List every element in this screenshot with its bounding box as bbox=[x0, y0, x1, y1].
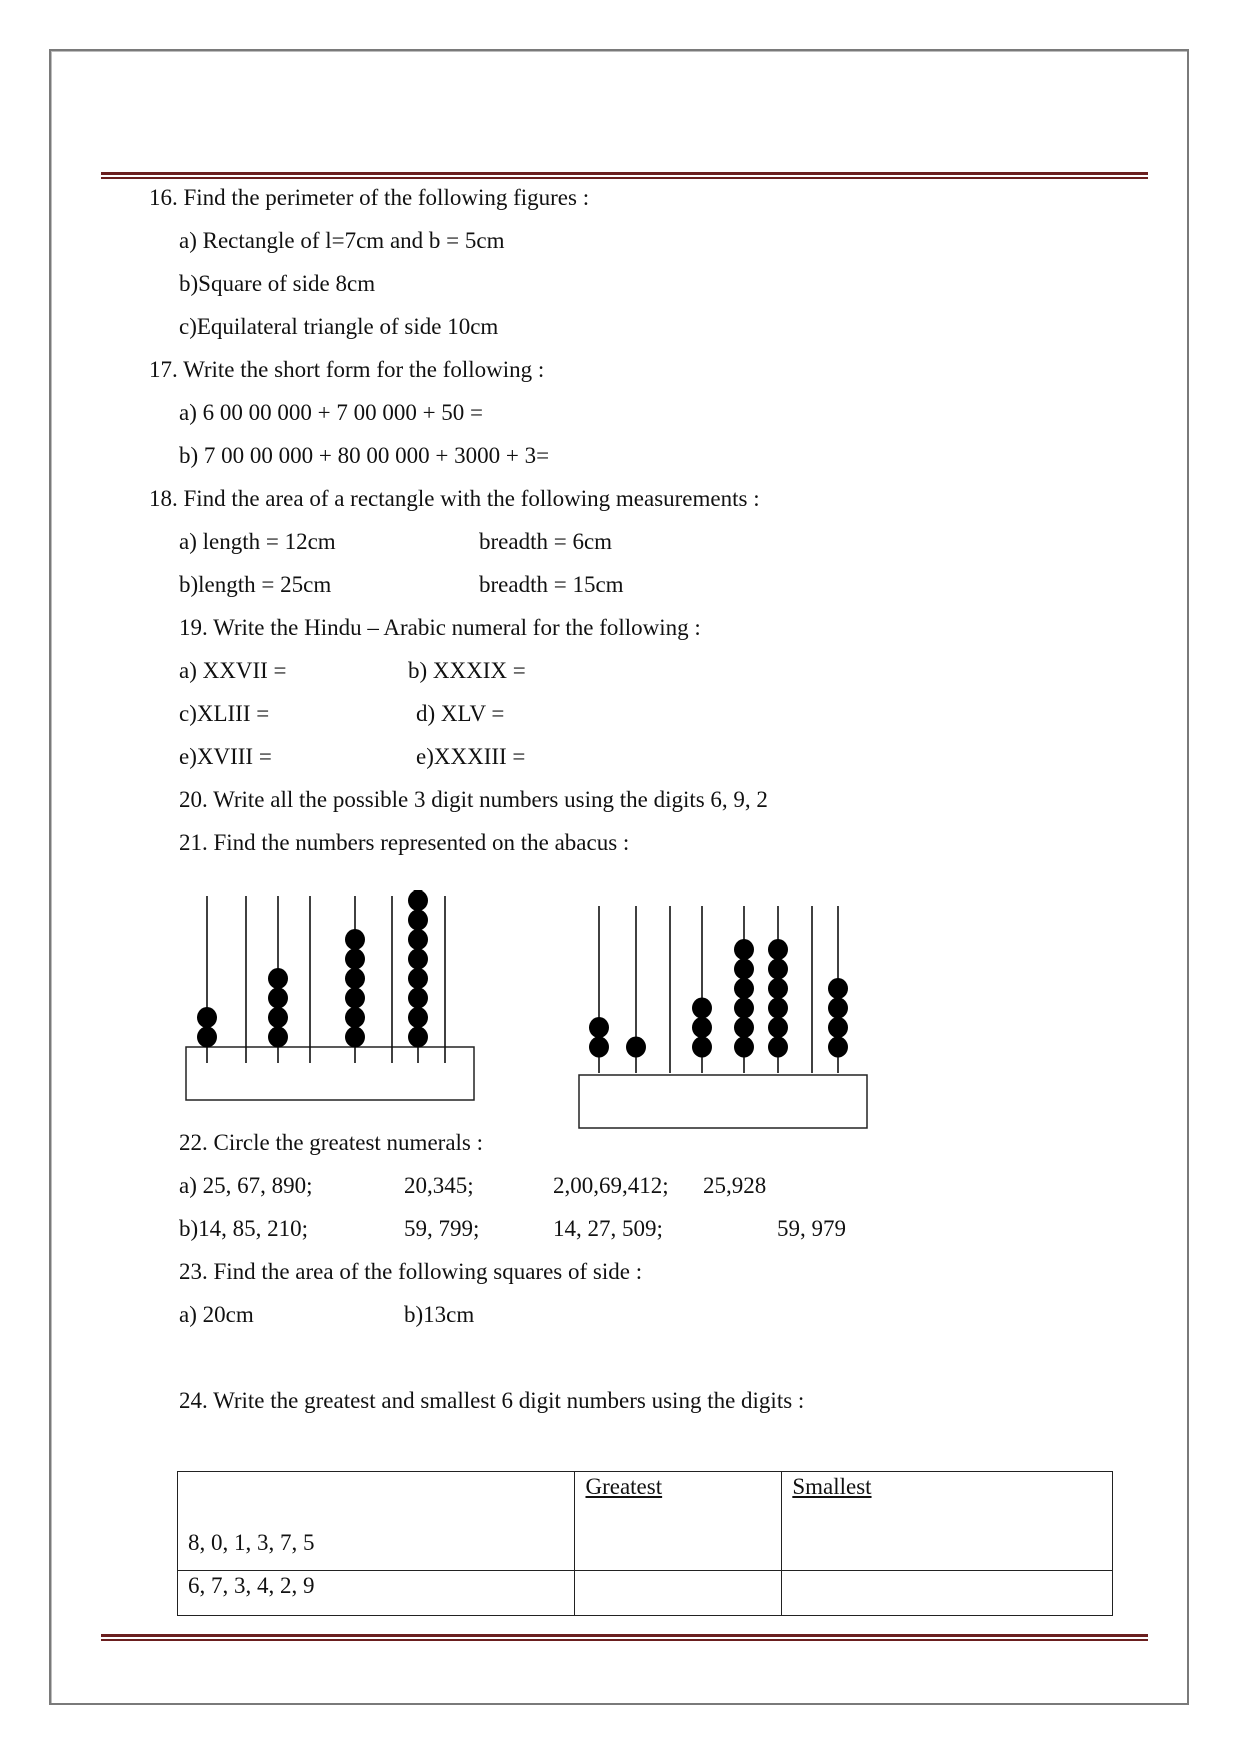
table-cell-smallest-answer bbox=[782, 1571, 1113, 1616]
q22-a-3: 2,00,69,412; bbox=[553, 1173, 669, 1198]
q18-b-length: b)length = 25cm bbox=[179, 572, 332, 597]
q22-a-1: a) 25, 67, 890; bbox=[179, 1173, 313, 1198]
abacus-2-bead bbox=[768, 959, 788, 980]
abacus-1-bead bbox=[345, 949, 365, 970]
q18-title: 18. Find the area of a rectangle with the following measurements : bbox=[149, 486, 760, 511]
abacus-2-bead bbox=[828, 1017, 848, 1038]
q22-a-2: 20,345; bbox=[404, 1173, 474, 1198]
abacus-2-bead bbox=[734, 978, 754, 999]
abacus-1-base bbox=[186, 1047, 474, 1100]
abacus-2-bead bbox=[692, 1017, 712, 1038]
q18-a-breadth: breadth = 6cm bbox=[479, 529, 613, 554]
abacus-1-bead bbox=[408, 949, 428, 970]
q19-b: b) XXXIX = bbox=[408, 658, 526, 683]
q16-a: a) Rectangle of l=7cm and b = 5cm bbox=[179, 228, 505, 253]
abacus-1-bead bbox=[408, 929, 428, 950]
table-cell-digits-1 bbox=[178, 1472, 575, 1571]
q22-b-1: b)14, 85, 210; bbox=[179, 1216, 309, 1241]
abacus-2-bead bbox=[828, 998, 848, 1019]
q17-b: b) 7 00 00 000 + 80 00 000 + 3000 + 3= bbox=[179, 443, 550, 468]
q16-b: b)Square of side 8cm bbox=[179, 271, 376, 296]
header-smallest: Smallest bbox=[792, 1474, 872, 1499]
q17-title: 17. Write the short form for the following : bbox=[149, 357, 545, 382]
q23-b: b)13cm bbox=[404, 1302, 475, 1327]
abacus-1-bead bbox=[197, 1027, 217, 1048]
abacus-1 bbox=[180, 890, 480, 1105]
abacus-2-bead bbox=[626, 1037, 646, 1058]
q19-d: d) XLV = bbox=[416, 701, 505, 726]
digits-table bbox=[177, 1471, 1113, 1616]
abacus-1-bead bbox=[268, 1027, 288, 1048]
abacus-2-bead bbox=[768, 1017, 788, 1038]
abacus-2-base bbox=[579, 1075, 867, 1128]
row2-digits: 6, 7, 3, 4, 2, 9 bbox=[188, 1573, 315, 1598]
abacus-2-bead bbox=[589, 1017, 609, 1038]
table-cell-digits-2 bbox=[178, 1571, 575, 1616]
q19-c: c)XLIII = bbox=[179, 701, 270, 726]
header-greatest: Greatest bbox=[585, 1474, 663, 1499]
table-cell-greatest-answer bbox=[575, 1571, 782, 1616]
abacus-2-bead bbox=[828, 1037, 848, 1058]
abacus-1-bead bbox=[268, 1007, 288, 1028]
abacus-2 bbox=[572, 900, 872, 1140]
abacus-1-bead bbox=[408, 988, 428, 1009]
abacus-1-bead bbox=[345, 929, 365, 950]
abacus-2-bead bbox=[734, 1017, 754, 1038]
table-cell-greatest-header bbox=[575, 1472, 782, 1571]
abacus-1-bead bbox=[408, 1007, 428, 1028]
q20-title: 20. Write all the possible 3 digit numbers using the digits 6, 9, 2 bbox=[179, 787, 768, 812]
page-border bbox=[49, 49, 1189, 1705]
abacus-1-bead bbox=[408, 910, 428, 931]
q19-a: a) XXVII = bbox=[179, 658, 287, 683]
abacus-2-bead bbox=[589, 1037, 609, 1058]
row1-digits: 8, 0, 1, 3, 7, 5 bbox=[188, 1530, 315, 1555]
q18-a-length: a) length = 12cm bbox=[179, 529, 336, 554]
abacus-1-bead bbox=[345, 988, 365, 1009]
abacus-1-bead bbox=[268, 968, 288, 989]
abacus-2-bead bbox=[768, 978, 788, 999]
table-row bbox=[178, 1571, 1113, 1616]
q17-a: a) 6 00 00 000 + 7 00 000 + 50 = bbox=[179, 400, 484, 425]
q22-a-4: 25,928 bbox=[703, 1173, 767, 1198]
abacus-2-bead bbox=[734, 998, 754, 1019]
abacus-1-bead bbox=[408, 890, 428, 892]
abacus-1-bead bbox=[408, 890, 428, 911]
abacus-2-bead bbox=[768, 998, 788, 1019]
abacus-2-bead bbox=[734, 959, 754, 980]
abacus-1-bead bbox=[345, 968, 365, 989]
abacus-1-bead bbox=[408, 1027, 428, 1048]
header-rule bbox=[101, 172, 1148, 179]
q19-e1: e)XVIII = bbox=[179, 744, 272, 769]
abacus-2-bead bbox=[734, 1037, 754, 1058]
abacus-1-bead bbox=[408, 968, 428, 989]
q22-b-4: 59, 979 bbox=[777, 1216, 846, 1241]
q24-title: 24. Write the greatest and smallest 6 digit numbers using the digits : bbox=[179, 1388, 805, 1413]
abacus-1-bead bbox=[197, 1007, 217, 1028]
abacus-2-bead bbox=[828, 978, 848, 999]
table-row bbox=[178, 1472, 1113, 1571]
abacus-2-bead bbox=[768, 1037, 788, 1058]
q22-b-3: 14, 27, 509; bbox=[553, 1216, 663, 1241]
q18-b-breadth: breadth = 15cm bbox=[479, 572, 624, 597]
abacus-2-bead bbox=[692, 998, 712, 1019]
q22-b-2: 59, 799; bbox=[404, 1216, 480, 1241]
q16-c: c)Equilateral triangle of side 10cm bbox=[179, 314, 499, 339]
q22-title: 22. Circle the greatest numerals : bbox=[179, 1130, 484, 1155]
q19-title: 19. Write the Hindu – Arabic numeral for the following : bbox=[179, 615, 701, 640]
abacus-2-bead bbox=[768, 939, 788, 960]
q23-a: a) 20cm bbox=[179, 1302, 254, 1327]
q21-title: 21. Find the numbers represented on the abacus : bbox=[179, 830, 630, 855]
abacus-2-bead bbox=[692, 1037, 712, 1058]
footer-rule bbox=[101, 1634, 1148, 1641]
table-cell-smallest-header bbox=[782, 1472, 1113, 1571]
q23-title: 23. Find the area of the following squares of side : bbox=[179, 1259, 643, 1284]
abacus-1-bead bbox=[345, 1007, 365, 1028]
abacus-1-bead bbox=[345, 1027, 365, 1048]
q19-e2: e)XXXIII = bbox=[416, 744, 526, 769]
abacus-2-bead bbox=[734, 939, 754, 960]
q16-title: 16. Find the perimeter of the following figures : bbox=[149, 185, 590, 210]
abacus-1-bead bbox=[268, 988, 288, 1009]
